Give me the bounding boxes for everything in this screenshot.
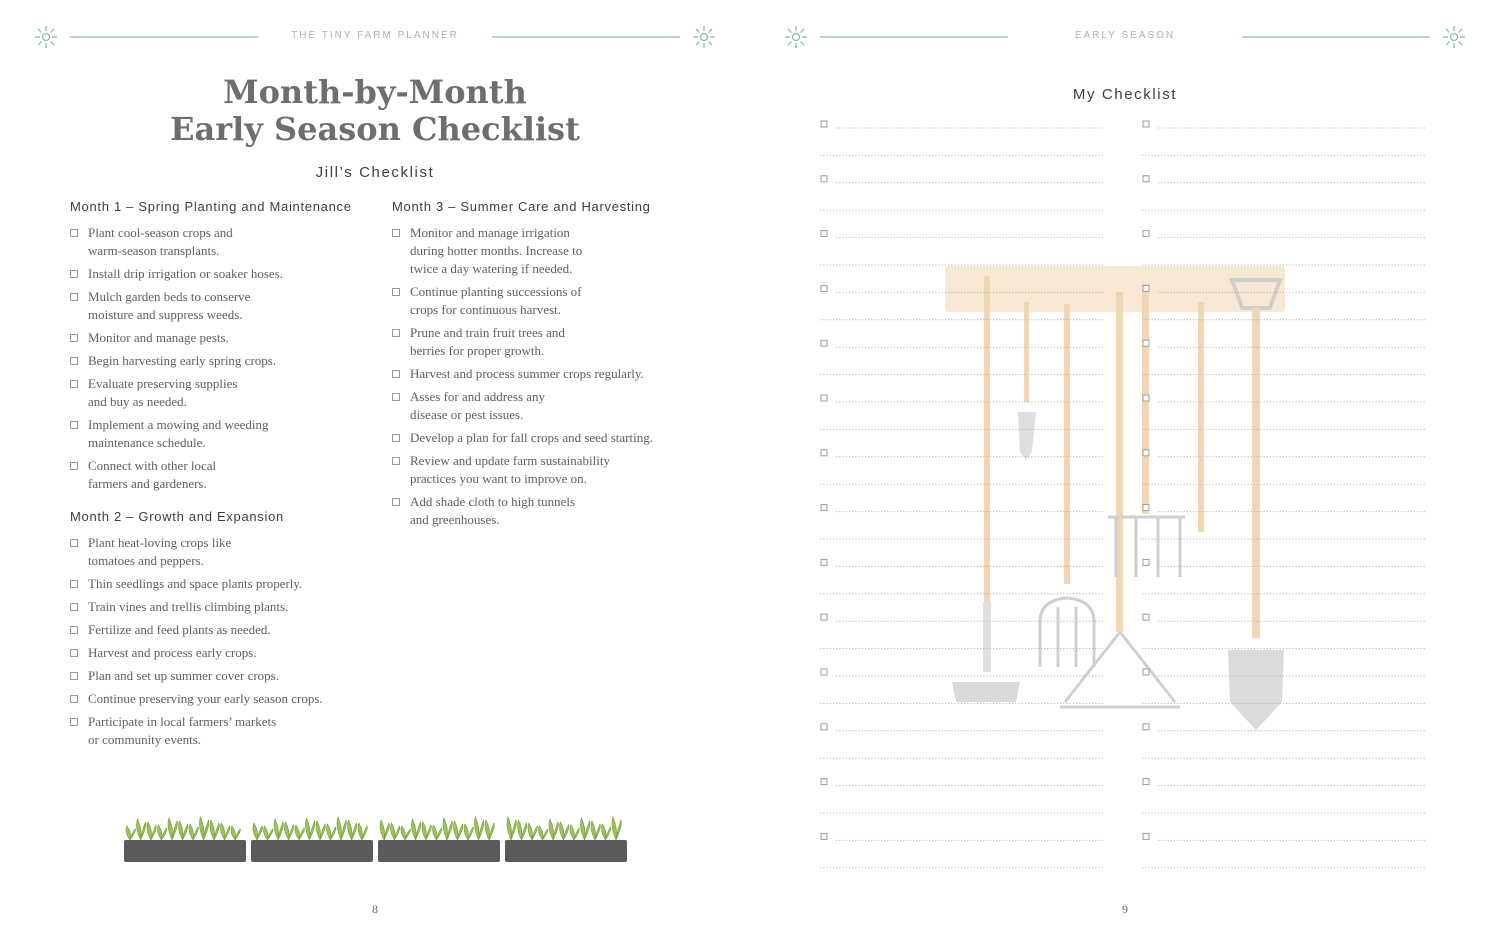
checkbox-square-icon[interactable]	[821, 231, 827, 237]
checkbox-square-icon[interactable]	[821, 724, 827, 730]
my-checklist-title: My Checklist	[1072, 86, 1178, 103]
seedling	[337, 817, 346, 840]
checklist-item-text: Plan and set up summer cover crops.	[88, 668, 279, 683]
running-header-left	[0, 30, 750, 44]
month-2-heading: Month 2 – Growth and Expansion	[70, 509, 284, 524]
seedling	[391, 823, 400, 840]
seedling	[231, 826, 240, 840]
checklist-item	[392, 388, 692, 424]
seedling	[443, 818, 452, 840]
checkbox-square-icon	[70, 580, 78, 588]
checklist-item	[392, 365, 692, 383]
checkbox-square-icon	[70, 649, 78, 657]
page-title-line1: Month-by-Month	[223, 73, 527, 111]
checklist-item	[70, 575, 370, 593]
checkbox-square-icon[interactable]	[1143, 395, 1149, 401]
right-page	[750, 0, 1500, 938]
checkbox-square-icon[interactable]	[1143, 559, 1149, 565]
checkbox-square-icon[interactable]	[1143, 505, 1149, 511]
checkbox-square-icon	[70, 293, 78, 301]
month-3-list	[392, 224, 692, 529]
checkbox-square-icon	[70, 695, 78, 703]
checklist-lines	[750, 0, 1500, 938]
checklist-column-2	[392, 199, 692, 534]
checkbox-square-icon	[70, 270, 78, 278]
checkbox-square-icon	[70, 539, 78, 547]
checklist-item-text: Evaluate preserving supplies and buy as needed.	[88, 376, 238, 409]
checkbox-square-icon	[392, 229, 400, 237]
checklist-item-text: Thin seedlings and space plants properly.	[88, 576, 303, 591]
checkbox-square-icon[interactable]	[1143, 121, 1149, 127]
checklist-item	[70, 621, 370, 639]
checklist-item	[70, 534, 370, 570]
seedling	[475, 817, 484, 840]
checkbox-square-icon[interactable]	[821, 559, 827, 565]
seedling	[464, 824, 473, 840]
running-header-title: THE TINY FARM PLANNER	[291, 30, 459, 41]
seedling	[358, 823, 367, 840]
checkbox-square-icon[interactable]	[821, 614, 827, 620]
checklist-item-text: Connect with other local farmers and gardeners.	[88, 458, 217, 491]
seedling-tray	[124, 840, 246, 862]
checkbox-square-icon	[392, 288, 400, 296]
checklist-item	[70, 667, 370, 685]
checkbox-square-icon	[392, 434, 400, 442]
checkbox-square-icon[interactable]	[821, 505, 827, 511]
checklist-item-text: Prune and train fruit trees and berries for proper growth.	[410, 325, 565, 358]
checkbox-square-icon	[70, 718, 78, 726]
checkbox-square-icon[interactable]	[1143, 833, 1149, 839]
seedling	[602, 824, 611, 840]
seedling-tray	[378, 840, 500, 862]
month-3-heading: Month 3 – Summer Care and Harvesting	[392, 199, 651, 214]
seedling	[168, 818, 177, 840]
checkbox-square-icon	[392, 457, 400, 465]
checkbox-square-icon[interactable]	[821, 450, 827, 456]
seedling	[189, 824, 198, 840]
seedling	[454, 821, 463, 840]
month-2-list	[70, 534, 370, 749]
checklist-item	[70, 329, 370, 347]
checklist-item	[392, 224, 692, 278]
checklist-item	[70, 713, 370, 749]
seedling	[401, 826, 410, 840]
checklist-item	[392, 452, 692, 488]
checkbox-square-icon	[392, 370, 400, 378]
seedling	[253, 823, 262, 840]
seedling	[126, 826, 135, 840]
checkbox-square-icon[interactable]	[1143, 779, 1149, 785]
seedling-trays-illustration	[120, 800, 635, 870]
page-number-right: 9	[1122, 902, 1128, 916]
checkbox-square-icon[interactable]	[1143, 285, 1149, 291]
seedling-tray	[251, 840, 373, 862]
checkbox-square-icon[interactable]	[821, 779, 827, 785]
checklist-item-text: Asses for and address any disease or pest issues.	[410, 389, 546, 422]
checklist-item	[70, 265, 370, 283]
seedling	[528, 823, 537, 840]
checklist-item-text: Fertilize and feed plants as needed.	[88, 622, 271, 637]
checklist-item	[70, 598, 370, 616]
checklist-column-1b	[70, 509, 370, 754]
seedling	[306, 818, 315, 840]
checklist-item	[392, 283, 692, 319]
sunburst-ornament-icon	[34, 25, 58, 49]
seedling	[422, 822, 431, 840]
checkbox-square-icon	[70, 334, 78, 342]
checklist-item-text: Monitor and manage irrigation during hotter months. Increase to twice a day watering if needed.	[410, 225, 583, 276]
sunburst-ornament-icon	[692, 25, 716, 49]
seedling	[210, 820, 219, 840]
seedling	[221, 823, 230, 840]
seedling	[507, 817, 516, 840]
checklist-item-text: Begin harvesting early spring crops.	[88, 353, 277, 368]
month-1-list	[70, 224, 370, 493]
seedling	[200, 817, 209, 840]
seedling	[518, 820, 527, 840]
checklist-item-text: Plant cool-season crops and warm-season transplants.	[88, 225, 233, 258]
checkbox-square-icon[interactable]	[1143, 231, 1149, 237]
seedling	[560, 822, 569, 840]
seedling	[274, 819, 283, 840]
checkbox-square-icon	[392, 393, 400, 401]
checklist-item-text: Develop a plan for fall crops and seed starting.	[410, 430, 653, 445]
subtitle: Jill’s Checklist	[315, 164, 435, 181]
checkbox-square-icon[interactable]	[1143, 724, 1149, 730]
checklist-item	[70, 375, 370, 411]
checklist-item-text: Add shade cloth to high tunnels and greenhouses.	[410, 494, 576, 527]
checklist-item	[70, 690, 370, 708]
checkbox-square-icon[interactable]	[1143, 450, 1149, 456]
checkbox-square-icon[interactable]	[821, 833, 827, 839]
seedling	[485, 820, 494, 840]
checklist-item-text: Continue preserving your early season crops.	[88, 691, 323, 706]
seedling	[179, 821, 188, 840]
seedling	[412, 819, 421, 840]
seedling	[591, 821, 600, 840]
checklist-item-text: Mulch garden beds to conserve moisture and suppress weeds.	[88, 289, 251, 322]
seedling	[581, 818, 590, 840]
checklist-item	[392, 493, 692, 529]
checklist-item	[392, 429, 692, 447]
checklist-item-text: Install drip irrigation or soaker hoses.	[88, 266, 283, 281]
seedling	[348, 820, 357, 840]
checkbox-square-icon[interactable]	[1143, 614, 1149, 620]
month-1-heading: Month 1 – Spring Planting and Maintenance	[70, 199, 352, 214]
checkbox-square-icon[interactable]	[1143, 669, 1149, 675]
seedling	[612, 817, 621, 840]
checkbox-square-icon	[70, 421, 78, 429]
checkbox-square-icon[interactable]	[821, 285, 827, 291]
running-header-title: EARLY SEASON	[1074, 30, 1176, 41]
checkbox-square-icon[interactable]	[821, 121, 827, 127]
checklist-item	[70, 288, 370, 324]
seedling	[147, 822, 156, 840]
checklist-item-text: Harvest and process early crops.	[88, 645, 257, 660]
checkbox-square-icon[interactable]	[821, 395, 827, 401]
checkbox-square-icon[interactable]	[821, 176, 827, 182]
checkbox-square-icon	[70, 229, 78, 237]
checklist-item	[70, 644, 370, 662]
checkbox-square-icon[interactable]	[821, 340, 827, 346]
seedling	[539, 826, 548, 840]
seedling	[137, 819, 146, 840]
checklist-item	[70, 457, 370, 493]
checkbox-square-icon	[70, 357, 78, 365]
seedling	[285, 822, 294, 840]
page-title	[0, 74, 750, 148]
checklist-item	[392, 324, 692, 360]
seedling-tray	[505, 840, 627, 862]
checklist-item-text: Implement a mowing and weeding maintenance schedule.	[88, 417, 269, 450]
checklist-column-1	[70, 199, 370, 498]
checklist-item-text: Harvest and process summer crops regularly.	[410, 366, 644, 381]
checklist-item	[70, 224, 370, 260]
seedling	[549, 819, 558, 840]
seedling	[295, 825, 304, 840]
checkbox-square-icon	[70, 626, 78, 634]
checkbox-square-icon	[70, 603, 78, 611]
seedling	[264, 826, 273, 840]
checkbox-square-icon	[392, 329, 400, 337]
seedling	[570, 825, 579, 840]
checklist-item-text: Plant heat-loving crops like tomatoes and peppers.	[88, 535, 232, 568]
checkbox-square-icon	[70, 380, 78, 388]
seedling	[158, 825, 167, 840]
checkbox-square-icon	[70, 672, 78, 680]
checkbox-square-icon	[70, 462, 78, 470]
checklist-item	[70, 352, 370, 370]
seedling	[327, 824, 336, 840]
seedling	[316, 821, 325, 840]
page-title-line2: Early Season Checklist	[170, 110, 580, 148]
checklist-item-text: Continue planting successions of crops for continuous harvest.	[410, 284, 582, 317]
seedling	[433, 825, 442, 840]
checkbox-square-icon[interactable]	[1143, 176, 1149, 182]
checklist-item-text: Review and update farm sustainability practices you want to improve on.	[410, 453, 611, 486]
seedling	[380, 820, 389, 840]
checkbox-square-icon	[392, 498, 400, 506]
checklist-item-text: Participate in local farmers’ markets or community events.	[88, 714, 277, 747]
checklist-item-text: Monitor and manage pests.	[88, 330, 229, 345]
checklist-item-text: Train vines and trellis climbing plants.	[88, 599, 289, 614]
checklist-item	[70, 416, 370, 452]
page-number-left: 8	[372, 902, 378, 916]
checkbox-square-icon[interactable]	[821, 669, 827, 675]
checkbox-square-icon[interactable]	[1143, 340, 1149, 346]
